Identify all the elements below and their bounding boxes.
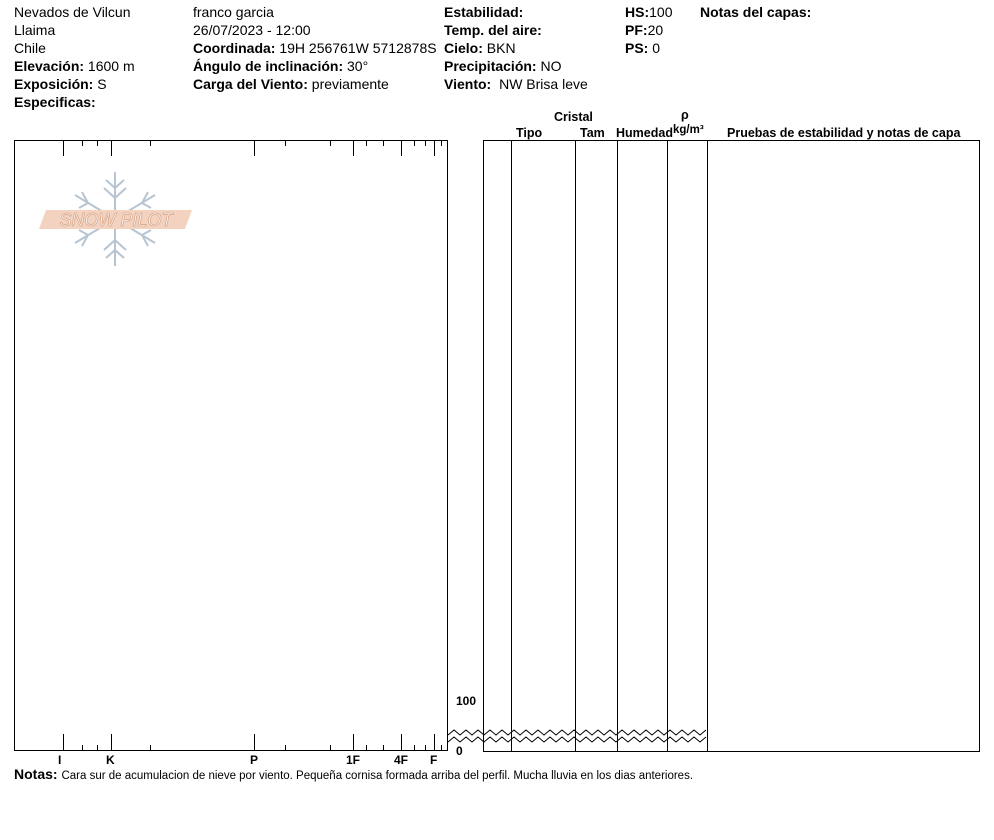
hardness-label-p: P — [250, 753, 259, 767]
hardness-bottom-ticks — [64, 734, 442, 751]
depth-label-bottom: 0 — [456, 744, 463, 758]
hardness-label-1f: 1F — [346, 753, 361, 767]
location-name: Nevados de Vilcun — [14, 4, 131, 20]
size-header: Tam — [580, 126, 605, 140]
precipitation-label: Precipitación: — [444, 58, 537, 74]
area-name: Llaima — [14, 22, 56, 38]
wind-value: NW Brisa leve — [499, 76, 588, 92]
hardness-label-4f: 4F — [394, 753, 409, 767]
notes-section — [14, 766, 693, 782]
moisture-header: Humedad — [616, 126, 673, 140]
type-header: Tipo — [516, 126, 543, 140]
country-name: Chile — [14, 40, 46, 56]
elevation-label: Elevación: — [14, 58, 85, 74]
notes-text: Cara sur de acumulacion de nieve por viento. Pequeña cornisa formada arriba del perfil. Mucha lluvia en los dias anteriores. — [61, 770, 694, 782]
hardness-label-k: K — [106, 753, 115, 767]
stability-label: Estabilidad: — [444, 4, 524, 20]
sky-label: Cielo: — [444, 40, 483, 56]
hardness-label-i: I — [58, 753, 62, 767]
snow-pilot-logo — [39, 172, 192, 266]
hs-value: 100 — [649, 4, 673, 20]
hardness-profile-frame — [15, 141, 448, 751]
hardness-label-f: F — [430, 753, 438, 767]
density-symbol: ρ — [681, 108, 689, 122]
wind-loading-value: previamente — [311, 76, 389, 92]
pf-value: 20 — [647, 22, 664, 38]
tests-header: Pruebas de estabilidad y notas de capa — [727, 126, 961, 140]
coordinate-value: 19H 256761W 5712878S — [279, 40, 437, 56]
layer-table-frame — [484, 140, 980, 752]
aspect-value: S — [97, 76, 107, 92]
sky-value: BKN — [486, 40, 516, 56]
specifics-label: Especificas: — [14, 94, 96, 110]
depth-label-top: 100 — [456, 694, 477, 708]
air-temp-label: Temp. del aire: — [444, 22, 542, 38]
coordinate-label: Coordinada: — [193, 40, 276, 56]
density-unit-header: kg/m³ — [673, 124, 704, 136]
hardness-top-ticks — [64, 140, 442, 156]
wind-loading-label: Carga del Viento: — [193, 76, 308, 92]
elevation-value: 1600 m — [87, 58, 135, 74]
crystal-header: Cristal — [554, 110, 593, 124]
slope-angle-label: Ángulo de inclinación: — [193, 58, 344, 74]
aspect-label: Exposición: — [14, 76, 94, 92]
layer-notes-label: Notas del capas: — [700, 4, 812, 20]
observation-datetime: 26/07/2023 - 12:00 — [193, 22, 311, 38]
hs-label: HS: — [625, 4, 650, 20]
observer-name: franco garcia — [193, 4, 274, 20]
ps-label: PS: — [625, 40, 649, 56]
logo-text: SNOW PILOT — [59, 210, 173, 230]
ps-value: 0 — [652, 40, 661, 56]
precipitation-value: NO — [540, 58, 562, 74]
slope-angle-value: 30° — [347, 58, 369, 74]
pf-label: PF: — [625, 22, 648, 38]
wind-label: Viento: — [444, 76, 492, 92]
notes-label: Notas: — [14, 766, 58, 782]
